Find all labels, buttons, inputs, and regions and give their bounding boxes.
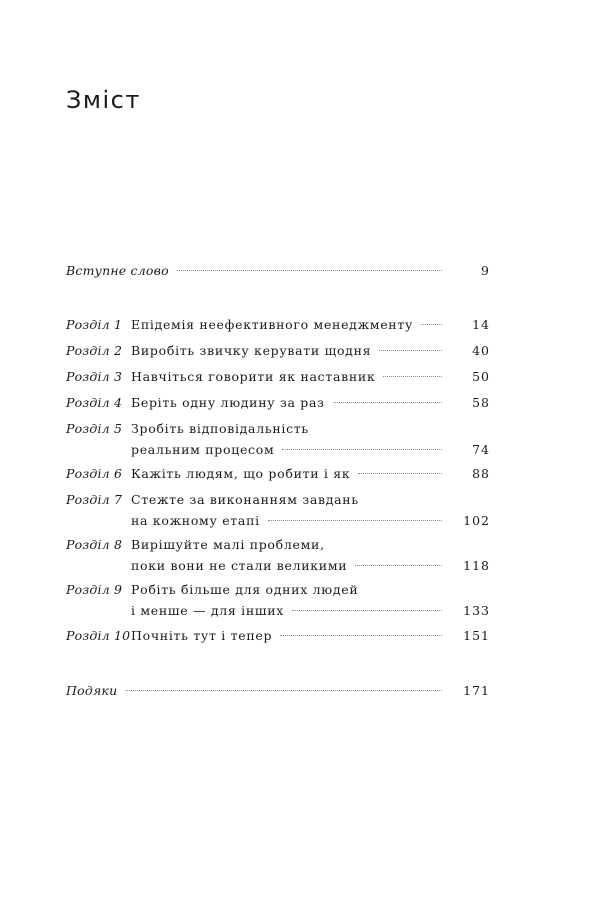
entry-title-line bbox=[66, 260, 442, 281]
toc-entry-chapter bbox=[66, 366, 490, 387]
toc-entry-chapter bbox=[66, 418, 490, 460]
chapter-label: Розділ 6 bbox=[66, 466, 123, 481]
dot-leader bbox=[358, 472, 442, 474]
toc-entry-chapter bbox=[66, 579, 490, 621]
page-number: 102 bbox=[463, 513, 490, 528]
page-number: 118 bbox=[463, 558, 490, 573]
entry-title-line bbox=[131, 392, 442, 413]
dot-leader bbox=[292, 609, 442, 611]
page-number: 171 bbox=[463, 683, 490, 698]
page-number: 58 bbox=[472, 395, 490, 410]
entry-title bbox=[131, 314, 442, 335]
entry-title-text: Виробіть звичку керувати щодня bbox=[131, 343, 372, 358]
dot-leader bbox=[268, 519, 442, 521]
entry-title-line bbox=[131, 366, 442, 387]
entry-title-text: реальним процесом bbox=[131, 442, 275, 457]
entry-title-text: поки вони не стали великими bbox=[131, 558, 348, 573]
chapter-label: Розділ 4 bbox=[66, 395, 123, 410]
entry-title-text: Стежте за виконанням завдань bbox=[131, 492, 359, 507]
entry-title-text: на кожному етапі bbox=[131, 513, 260, 528]
chapter-label: Розділ 3 bbox=[66, 369, 123, 384]
chapter-label: Розділ 2 bbox=[66, 343, 123, 358]
toc-entry-chapter bbox=[66, 534, 490, 576]
toc-entry-chapter bbox=[66, 340, 490, 361]
entry-title-line bbox=[131, 534, 442, 555]
dot-leader bbox=[333, 401, 442, 403]
entry-title-line bbox=[131, 625, 442, 646]
entry-title bbox=[66, 260, 442, 281]
dot-leader bbox=[177, 269, 442, 271]
dot-leader bbox=[282, 448, 442, 450]
page-number: 9 bbox=[481, 263, 490, 278]
entry-title bbox=[131, 340, 442, 361]
page-number: 133 bbox=[463, 603, 490, 618]
toc-entry-chapter bbox=[66, 489, 490, 531]
entry-title-text: Подяки bbox=[66, 683, 118, 698]
entry-title bbox=[131, 463, 442, 484]
entry-title-text: Робіть більше для одних людей bbox=[131, 582, 359, 597]
chapter-label: Розділ 5 bbox=[66, 421, 123, 436]
entry-title bbox=[131, 366, 442, 387]
chapter-label: Розділ 1 bbox=[66, 317, 123, 332]
entry-title-text: Беріть одну людину за раз bbox=[131, 395, 325, 410]
chapter-label: Розділ 9 bbox=[66, 582, 123, 597]
entry-title-line bbox=[131, 314, 442, 335]
dot-leader bbox=[421, 323, 442, 325]
entry-title-line bbox=[131, 579, 442, 600]
entry-title-line bbox=[131, 489, 442, 510]
dot-leader bbox=[280, 634, 442, 636]
entry-title bbox=[131, 534, 442, 576]
entry-title-line bbox=[131, 439, 442, 460]
chapter-label: Розділ 8 bbox=[66, 537, 123, 552]
entry-title-text: Почніть тут і тепер bbox=[131, 628, 273, 643]
entry-title-line bbox=[66, 680, 442, 701]
entry-title bbox=[131, 418, 442, 460]
toc-entry-chapter bbox=[66, 463, 490, 484]
page-number: 14 bbox=[472, 317, 490, 332]
page-number: 151 bbox=[463, 628, 490, 643]
entry-title bbox=[131, 392, 442, 413]
entry-title-text: Кажіть людям, що робити і як bbox=[131, 466, 351, 481]
entry-title-line bbox=[131, 340, 442, 361]
dot-leader bbox=[125, 689, 442, 691]
entry-title bbox=[131, 625, 442, 646]
page-number: 50 bbox=[472, 369, 490, 384]
entry-title-line bbox=[131, 463, 442, 484]
page-number: 88 bbox=[472, 466, 490, 481]
dot-leader bbox=[383, 375, 442, 377]
entry-title-text: Зробіть відповідальність bbox=[131, 421, 309, 436]
entry-title-line bbox=[131, 510, 442, 531]
entry-title-text: Навчіться говорити як наставник bbox=[131, 369, 376, 384]
dot-leader bbox=[379, 349, 442, 351]
toc-entry-chapter bbox=[66, 392, 490, 413]
toc-entry-chapter bbox=[66, 625, 490, 646]
entry-title-line bbox=[131, 555, 442, 576]
entry-title-text: Вирішуйте малі проблеми, bbox=[131, 537, 325, 552]
toc-entry-intro bbox=[66, 260, 490, 281]
entry-title bbox=[66, 680, 442, 701]
page-number: 40 bbox=[472, 343, 490, 358]
entry-title bbox=[131, 579, 442, 621]
entry-title-text: Вступне слово bbox=[66, 263, 169, 278]
chapter-label: Розділ 10 bbox=[66, 628, 131, 643]
dot-leader bbox=[355, 564, 442, 566]
chapter-label: Розділ 7 bbox=[66, 492, 123, 507]
entry-title-text: Епідемія неефективного менеджменту bbox=[131, 317, 414, 332]
page-number: 74 bbox=[472, 442, 490, 457]
page-title: Зміст bbox=[66, 86, 141, 114]
entry-title-text: і менше — для інших bbox=[131, 603, 285, 618]
entry-title-line bbox=[131, 418, 442, 439]
entry-title bbox=[131, 489, 442, 531]
toc-entry-chapter bbox=[66, 314, 490, 335]
entry-title-line bbox=[131, 600, 442, 621]
toc-entry-acknowledgments bbox=[66, 680, 490, 701]
